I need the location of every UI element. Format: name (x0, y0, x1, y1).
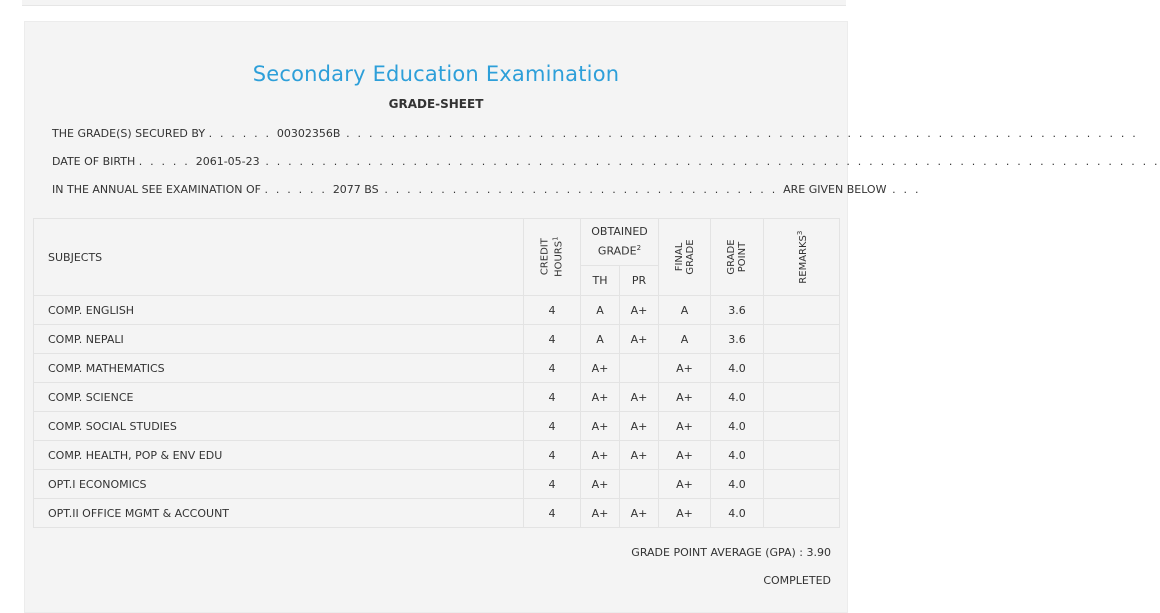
final-grade-cell: A+ (659, 412, 711, 441)
pr-grade-cell (620, 354, 659, 383)
grade-sheet-card (24, 21, 1160, 613)
gpa-summary: GRADE POINT AVERAGE (GPA) : 3.90 (631, 546, 831, 559)
credit-cell: 4 (524, 296, 581, 325)
subject-cell: COMP. ENGLISH (34, 296, 524, 325)
pr-header: PR (620, 266, 659, 296)
subject-cell: COMP. NEPALI (34, 325, 524, 354)
remarks-header: REMARKS$^3$ (764, 219, 840, 296)
final-grade-cell: A (659, 325, 711, 354)
obtained-grade-header: OBTAINED GRADE$^2$ (581, 219, 659, 266)
final-grade-cell: A (659, 296, 711, 325)
grades-table (33, 218, 840, 528)
dob-value: 2061-05-23 (195, 155, 260, 168)
subject-cell: COMP. MATHEMATICS (34, 354, 524, 383)
grade-point-cell: 4.0 (711, 499, 764, 528)
final-grade-cell: A+ (659, 354, 711, 383)
pr-grade-cell: A+ (620, 325, 659, 354)
final-grade-cell: A+ (659, 470, 711, 499)
final-grade-cell: A+ (659, 441, 711, 470)
final-grade-cell: A+ (659, 383, 711, 412)
table-row (34, 325, 840, 354)
subject-cell: COMP. SOCIAL STUDIES (34, 412, 524, 441)
remarks-cell (764, 470, 840, 499)
subject-cell: COMP. SCIENCE (34, 383, 524, 412)
credit-cell: 4 (524, 499, 581, 528)
final-grade-cell: A+ (659, 499, 711, 528)
th-grade-cell: A+ (581, 441, 620, 470)
pr-grade-cell (620, 470, 659, 499)
grade-point-cell: 4.0 (711, 412, 764, 441)
remarks-cell (764, 325, 840, 354)
final-grade-header: FINAL GRADE (659, 219, 711, 296)
th-grade-cell: A (581, 325, 620, 354)
grade-point-cell: 3.6 (711, 296, 764, 325)
secured-label: THE GRADE(S) SECURED BY (52, 127, 206, 140)
secured-by-line: THE GRADE(S) SECURED BY . . . . . . 00302356B . . . . . . . . . . . . . . . . . . . . . . . . . . . . . . . . . . . . . . . . . . . . . . . . . . . . . . . . . . . . . . . . . . . . . . (52, 127, 1138, 140)
credit-cell: 4 (524, 412, 581, 441)
grade-point-cell: 4.0 (711, 354, 764, 383)
sheet-title: GRADE-SHEET (388, 97, 484, 111)
th-grade-cell: A+ (581, 383, 620, 412)
dob-line: DATE OF BIRTH . . . . . 2061-05-23 . . . . . . . . . . . . . . . . . . . . . . . . . . . . . . . . . . . . . . . . . . . . . . . . . . . . . . . . . . . . . . . . . . . . . . . . . . . . . . . (52, 155, 1160, 168)
grade-point-cell: 4.0 (711, 470, 764, 499)
grade-point-cell: 4.0 (711, 383, 764, 412)
grade-point-header: GRADE POINT (711, 219, 764, 296)
credit-cell: 4 (524, 441, 581, 470)
subject-cell: OPT.II OFFICE MGMT & ACCOUNT (34, 499, 524, 528)
credit-cell: 4 (524, 325, 581, 354)
th-grade-cell: A+ (581, 499, 620, 528)
remarks-cell (764, 412, 840, 441)
table-row (34, 499, 840, 528)
pr-grade-cell: A+ (620, 441, 659, 470)
remarks-cell (764, 441, 840, 470)
remarks-cell (764, 499, 840, 528)
th-grade-cell: A (581, 296, 620, 325)
th-grade-cell: A+ (581, 470, 620, 499)
remarks-cell (764, 296, 840, 325)
table-row (34, 296, 840, 325)
th-grade-cell: A+ (581, 354, 620, 383)
exam-title: Secondary Education Examination (252, 62, 620, 86)
credit-hours-header: CREDIT HOURS$^1$ (524, 219, 581, 296)
credit-cell: 4 (524, 354, 581, 383)
grade-point-cell: 4.0 (711, 441, 764, 470)
completion-status: COMPLETED (763, 574, 831, 587)
table-row (34, 354, 840, 383)
header-row (34, 219, 840, 266)
exam-year: 2077 BS (332, 183, 379, 196)
exam-label: IN THE ANNUAL SEE EXAMINATION OF (52, 183, 261, 196)
pr-grade-cell: A+ (620, 296, 659, 325)
subject-cell: OPT.I ECONOMICS (34, 470, 524, 499)
credit-cell: 4 (524, 470, 581, 499)
remarks-cell (764, 383, 840, 412)
table-row (34, 383, 840, 412)
table-row (34, 441, 840, 470)
top-panel-edge (22, 0, 846, 6)
dob-label: DATE OF BIRTH (52, 155, 136, 168)
table-row (34, 470, 840, 499)
exam-line: IN THE ANNUAL SEE EXAMINATION OF . . . . . . 2077 BS . . . . . . . . . . . . . . . . . . . . . . . . . . . . . . . . . . . ARE GIVEN BELOW . . . (52, 183, 921, 196)
credit-cell: 4 (524, 383, 581, 412)
pr-grade-cell: A+ (620, 383, 659, 412)
pr-grade-cell: A+ (620, 499, 659, 528)
pr-grade-cell: A+ (620, 412, 659, 441)
given-below-label: ARE GIVEN BELOW (783, 183, 887, 196)
remarks-cell (764, 354, 840, 383)
table-row (34, 412, 840, 441)
symbol-number: 00302356B (276, 127, 341, 140)
grade-point-cell: 3.6 (711, 325, 764, 354)
subject-cell: COMP. HEALTH, POP & ENV EDU (34, 441, 524, 470)
th-grade-cell: A+ (581, 412, 620, 441)
th-header: TH (581, 266, 620, 296)
subjects-header: SUBJECTS (34, 219, 524, 296)
